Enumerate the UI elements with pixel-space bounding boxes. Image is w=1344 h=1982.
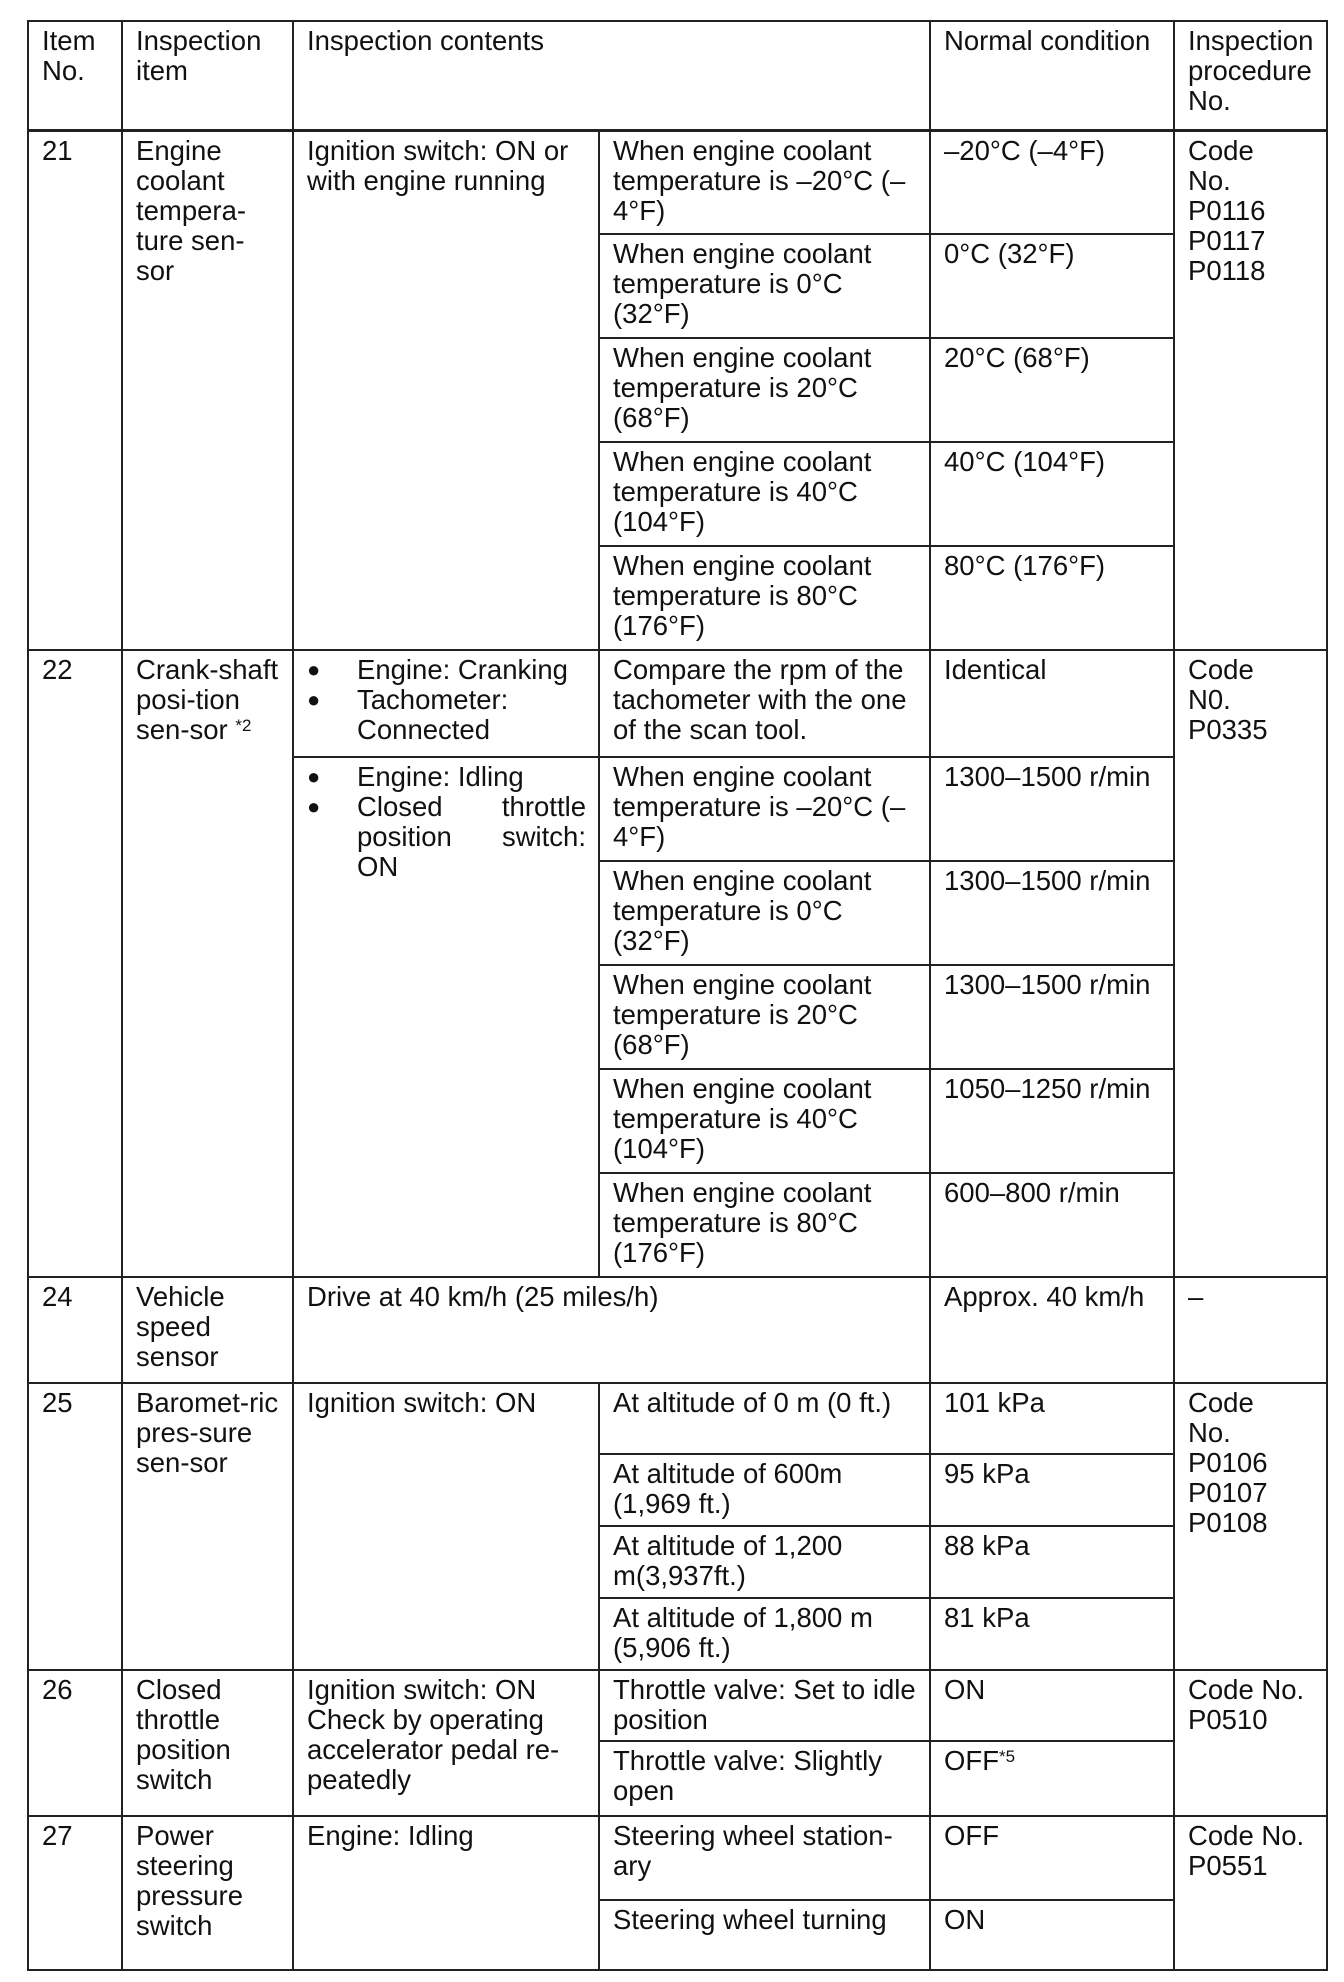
inspection-item-text: Crank-shaft posi-tion sen-sor — [136, 654, 279, 745]
bullet-icon: ● — [307, 687, 321, 712]
bullet-item: ● Tachometer: Connected — [307, 684, 509, 745]
normal-condition-cell: Identical — [930, 650, 1174, 757]
header-row — [28, 21, 1327, 130]
condition-cell: Ignition switch: ON Check by operating accelerator pedal re-peatedly — [293, 1670, 599, 1816]
detail-cell: When engine coolant temperature is 80°C (176°F) — [599, 546, 930, 650]
detail-cell: When engine coolant temperature is 80°C (176°F) — [599, 1173, 930, 1277]
detail-cell: When engine coolant temperature is –20°C (–4°F) — [599, 757, 930, 861]
item-no-cell: 21 — [28, 130, 122, 650]
bullet-item: ● Closed throttle position switch: ON — [307, 791, 586, 882]
inspection-table — [27, 20, 1328, 1971]
normal-condition-cell: 101 kPa — [930, 1383, 1174, 1454]
normal-condition-cell: ON — [930, 1670, 1174, 1741]
footnote-mark: *5 — [999, 1747, 1016, 1766]
detail-cell: At altitude of 0 m (0 ft.) — [599, 1383, 930, 1454]
inspection-item-cell: Vehicle speed sensor — [122, 1277, 293, 1383]
header-item-no: Item No. — [28, 21, 122, 130]
table-row — [28, 1383, 1327, 1454]
condition-cell: Ignition switch: ON — [293, 1383, 599, 1670]
procedure-line: No. — [1188, 164, 1231, 196]
table-row — [28, 130, 1327, 234]
bullet-icon: ● — [307, 794, 321, 819]
procedure-line: P0117 — [1188, 224, 1266, 256]
detail-cell: When engine coolant temperature is –20°C (–4°F) — [599, 130, 930, 234]
procedure-cell: – — [1174, 1277, 1327, 1383]
inspection-item-cell: Closed throttle position switch — [122, 1670, 293, 1816]
detail-cell: When engine coolant temperature is 0°C (32°F) — [599, 861, 930, 965]
detail-cell: Compare the rpm of the tachometer with the one of the scan tool. — [599, 650, 930, 757]
detail-cell: Throttle valve: Slightly open — [599, 1741, 930, 1816]
inspection-item-cell: Baromet-ric pres-sure sen-sor — [122, 1383, 293, 1670]
normal-condition-cell: Approx. 40 km/h — [930, 1277, 1174, 1383]
bullet-item: ● Engine: Idling — [307, 761, 524, 792]
normal-condition-cell: 88 kPa — [930, 1526, 1174, 1598]
normal-condition-cell: 81 kPa — [930, 1598, 1174, 1670]
bullet-icon: ● — [307, 764, 321, 789]
procedure-cell — [1174, 1383, 1327, 1670]
bullet-item: ● Engine: Cranking — [307, 654, 568, 685]
normal-condition-cell: ON — [930, 1900, 1174, 1970]
header-inspection-contents: Inspection contents — [293, 21, 930, 130]
item-no-cell: 24 — [28, 1277, 122, 1383]
procedure-line: P0116 — [1188, 194, 1266, 226]
table-row — [28, 1670, 1327, 1741]
condition-cell — [293, 757, 599, 1277]
header-normal-condition: Normal condition — [930, 21, 1174, 130]
procedure-cell — [1174, 1670, 1327, 1816]
procedure-line: P0118 — [1188, 254, 1266, 286]
normal-condition-cell: 1300–1500 r/min — [930, 861, 1174, 965]
normal-condition-cell: 0°C (32°F) — [930, 234, 1174, 338]
item-no-cell: 27 — [28, 1816, 122, 1970]
procedure-line: Code — [1188, 134, 1254, 166]
table-row — [28, 650, 1327, 757]
bullet-icon: ● — [307, 657, 321, 682]
table-row — [28, 1816, 1327, 1900]
inspection-item-cell: Engine coolant tempera-ture sen-sor — [122, 130, 293, 650]
procedure-line: P0107 — [1188, 1477, 1268, 1508]
normal-condition-cell: 20°C (68°F) — [930, 338, 1174, 442]
normal-condition-cell: OFF — [930, 1816, 1174, 1900]
inspection-item-cell: Power steering pressure switch — [122, 1816, 293, 1970]
normal-condition-cell: 1300–1500 r/min — [930, 965, 1174, 1069]
contents-cell: Drive at 40 km/h (25 miles/h) — [293, 1277, 930, 1383]
detail-cell: Throttle valve: Set to idle position — [599, 1670, 930, 1741]
normal-condition-cell: 80°C (176°F) — [930, 546, 1174, 650]
procedure-line: N0. — [1188, 684, 1231, 715]
item-no-cell: 26 — [28, 1670, 122, 1816]
detail-cell: At altitude of 1,200 m(3,937ft.) — [599, 1526, 930, 1598]
normal-condition-text: OFF — [944, 1745, 999, 1776]
procedure-line: Code — [1188, 1387, 1254, 1418]
procedure-line: Code No. — [1188, 1674, 1305, 1705]
detail-cell: At altitude of 1,800 m (5,906 ft.) — [599, 1598, 930, 1670]
condition-cell — [293, 650, 599, 757]
procedure-cell — [1174, 130, 1327, 650]
detail-cell: When engine coolant temperature is 0°C (32°F) — [599, 234, 930, 338]
table-row — [28, 1277, 1327, 1383]
normal-condition-cell: 95 kPa — [930, 1454, 1174, 1526]
procedure-line: P0108 — [1188, 1507, 1268, 1538]
condition-cell: Engine: Idling — [293, 1816, 599, 1970]
procedure-line: P0551 — [1188, 1850, 1268, 1881]
header-inspection-item: Inspection item — [122, 21, 293, 130]
procedure-cell — [1174, 1816, 1327, 1970]
detail-cell: Steering wheel station-ary — [599, 1816, 930, 1900]
detail-cell: When engine coolant temperature is 20°C (68°F) — [599, 965, 930, 1069]
normal-condition-cell: 1050–1250 r/min — [930, 1069, 1174, 1173]
detail-cell: When engine coolant temperature is 20°C (68°F) — [599, 338, 930, 442]
detail-cell: Steering wheel turning — [599, 1900, 930, 1970]
detail-cell: When engine coolant temperature is 40°C (104°F) — [599, 1069, 930, 1173]
procedure-line: No. — [1188, 1417, 1231, 1448]
normal-condition-cell: 1300–1500 r/min — [930, 757, 1174, 861]
inspection-item-cell — [122, 650, 293, 1277]
procedure-line: Code — [1188, 654, 1254, 685]
normal-condition-cell: –20°C (–4°F) — [930, 130, 1174, 234]
header-procedure-no: Inspection procedure No. — [1174, 21, 1327, 130]
item-no-cell: 22 — [28, 650, 122, 1277]
normal-condition-cell — [930, 1741, 1174, 1816]
procedure-line: P0510 — [1188, 1704, 1268, 1735]
detail-cell: When engine coolant temperature is 40°C (104°F) — [599, 442, 930, 546]
footnote-mark: *2 — [235, 716, 252, 735]
item-no-cell: 25 — [28, 1383, 122, 1670]
condition-cell: Ignition switch: ON or with engine running — [293, 130, 599, 650]
normal-condition-cell: 600–800 r/min — [930, 1173, 1174, 1277]
normal-condition-cell: 40°C (104°F) — [930, 442, 1174, 546]
procedure-line: P0335 — [1188, 714, 1268, 745]
procedure-line: Code No. — [1188, 1820, 1305, 1851]
procedure-cell — [1174, 650, 1327, 1277]
procedure-line: P0106 — [1188, 1447, 1268, 1478]
detail-cell: At altitude of 600m (1,969 ft.) — [599, 1454, 930, 1526]
